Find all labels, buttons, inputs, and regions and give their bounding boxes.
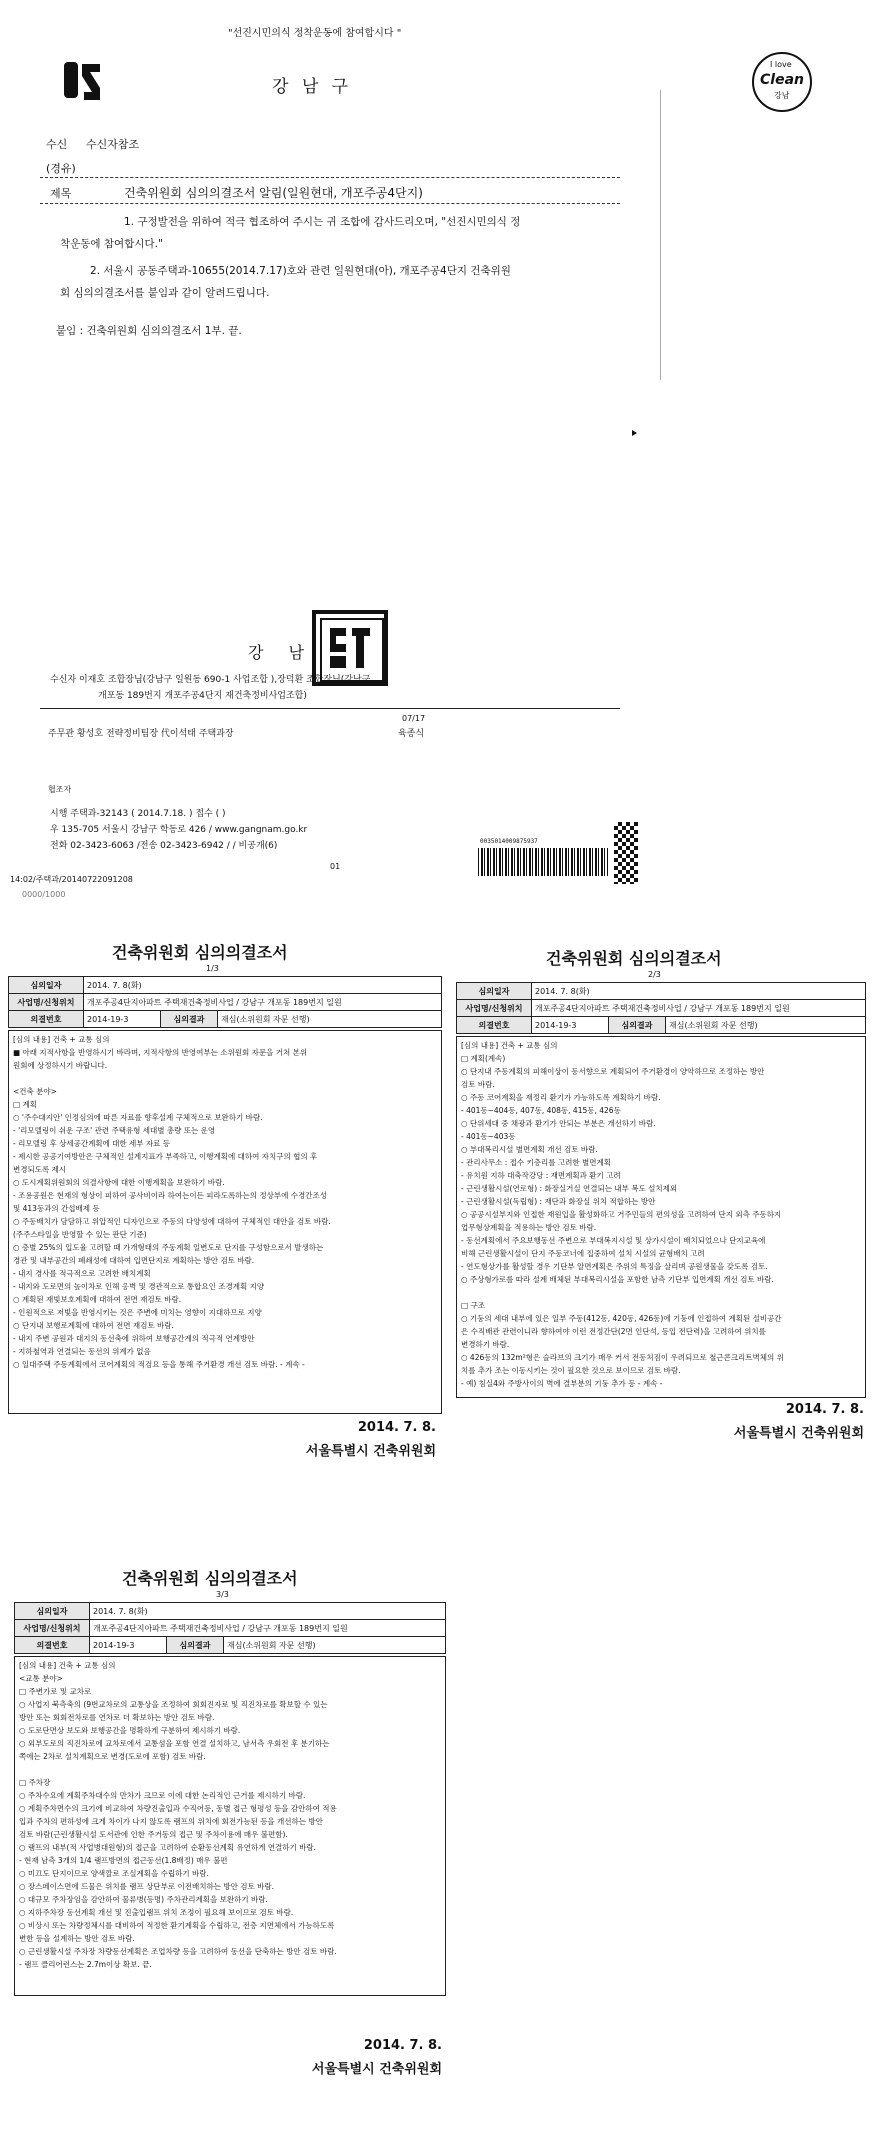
via-label: (경유) xyxy=(46,162,76,175)
paragraph-2-cont: 회 심의의결조서를 붙임과 같이 알려드립니다. xyxy=(60,287,270,299)
sign-org: 서울특별시 건축위원회 xyxy=(733,1426,864,1441)
body-line: - 조용공원은 현재의 형상이 피하여 공사비이라 하여는이든 피라도록하는의 정상부에 수경간조성 xyxy=(13,1191,327,1200)
body-line: (주주스타일을 반영할 수 있는 판단 기준) xyxy=(13,1230,147,1239)
body-line: ○ 램프의 내부(적 사업병대원형)의 접근을 고려하여 순환동선계획 유연하게 연결하기 바람. xyxy=(19,1843,317,1852)
body-line: □ 계획(계속) xyxy=(461,1054,506,1063)
page-title: 건축위원회 심의의결조서 xyxy=(546,949,722,968)
body-line: ○ 일대주택 주동계획에서 코어계획의 적검요 등을 통해 주거환경 개선 검토 바람. - 계속 - xyxy=(13,1360,305,1369)
body-line: ○ 주동 코어계획을 재정리 환기가 가능하도록 계획하기 바람. xyxy=(461,1093,661,1102)
body-line: 은 수직배관 관련이니라 향하여야 이런 전정간단(2면 인단석, 등입 전단력)을 고려하여 위치를 xyxy=(461,1327,766,1336)
body-line: - 연도형상가를 활성할 경우 기단부 알면계획은 주위의 특징을 살리며 공원생물을 갖도록 검토. xyxy=(461,1262,768,1271)
body-line: ○ 주차수요에 계획주차대수의 만차가 크므로 이에 대한 논리적인 근거를 제시하기 바람. xyxy=(19,1791,306,1800)
body-line: 입과 주차의 편하성에 크게 차이가 나지 않도록 램프의 위치에 회전가능된 등을 개선하는 방안 xyxy=(19,1817,323,1826)
clean-logo-icon: I love Clean 강남 xyxy=(752,52,812,112)
body-line: - 램프 클리어런스는 2.7m이상 확보. 끝. xyxy=(19,1960,152,1969)
page-number: 1/3 xyxy=(206,964,219,973)
body-line: [심의 내용] 건축 + 교통 심의 xyxy=(13,1035,110,1044)
address-line: 우 135-705 서울시 강남구 학동로 426 / www.gangnam.go.kr xyxy=(50,825,308,835)
body-line: - 401동~404동, 407동, 408동, 415동, 426동 xyxy=(461,1106,621,1115)
body-line: □ 주변가로 및 교차로 xyxy=(19,1687,92,1696)
body-line: ○ 주상형가로를 따라 설계 배체된 부대복리시설을 포함한 남측 기단부 입면계획 개선 검토 바람. xyxy=(461,1275,774,1284)
body-line: ○ 계획주차면수의 크기에 비교하여 차량진출입과 수직어등, 동별 접근 형평성 등을 감안하여 적용 xyxy=(19,1804,337,1813)
barcode-number: 0035014009875937 xyxy=(480,838,538,845)
gangnam-logo-icon xyxy=(60,58,106,106)
body-line: - 인원적으로 저빛을 반영시키는 것은 주변에 미치는 영향이 지대하므로 지양 xyxy=(13,1308,262,1317)
subject-value: 건축위원회 심의의결조서 알림(일원현대, 개포주공4단지) xyxy=(124,186,423,200)
body-line xyxy=(461,1286,861,1299)
body-line: - 내지와 도로면의 높이차로 인해 옹벽 및 경관적으로 통합요인 조경계획 지양 xyxy=(13,1282,265,1291)
approval-date: 07/17 xyxy=(402,714,426,723)
body-line: 변경되도록 제시 xyxy=(13,1165,67,1174)
body-line: ○ 지하주차장 동선계획 개선 및 진출입램프 위치 조정이 필요해 보이므로 검토 바람. xyxy=(19,1908,294,1917)
slogan: "선진시민의식 정착운동에 참여합시다 " xyxy=(228,28,402,39)
sign-org: 서울특별시 건축위원회 xyxy=(305,1444,436,1459)
body-line: ○ 주동배치가 담담하고 위압적인 디자인으로 주동의 다양성에 대하여 구체적인 대안을 검토 바람. xyxy=(13,1217,331,1226)
staff-line: 주무관 황성호 전략정비팀장 代이석태 주택과장 xyxy=(48,729,234,739)
body-line: - '리모델링이 쉬운 구조' 관련 주택유형 세대별 총량 또는 운영 xyxy=(13,1126,216,1135)
attachment-line: 붙임 : 건축위원회 심의의결조서 1부. 끝. xyxy=(56,325,242,337)
body-line: ■ 아래 지적사항을 반영하시기 바라며, 지적사항의 반영여부는 소위원회 자문을 거쳐 본위 xyxy=(13,1048,308,1057)
body-line: - 내지 주변 공원과 대지의 동선축에 위하여 보행공간계의 적극적 연계방안 xyxy=(13,1334,255,1343)
body-line: 방안 또는 회회전차로를 연차로 더 확보하는 방안 검토 바람. xyxy=(19,1713,215,1722)
phone-line: 전화 02-3423-6063 /전송 02-3423-6942 / / 비공개(6) xyxy=(50,841,278,851)
body-line xyxy=(13,1072,437,1085)
sign-date: 2014. 7. 8. xyxy=(785,1402,864,1417)
footer-agency: 강 남 xyxy=(248,643,314,662)
body-line: <교통 분야> xyxy=(19,1674,63,1683)
body-line: 검토 바람. xyxy=(461,1080,495,1089)
body-line: ○ 단지내 주동계획의 피해이상이 동서향으로 계획되어 주거환경이 양악하므로 조정하는 방안 xyxy=(461,1067,765,1076)
body-line: ○ 부대복리시설 별면계획 개선 검토 바람. xyxy=(461,1145,598,1154)
body-line: ○ 장스페이스면에 드물은 위치를 램프 상단부로 이전배치하는 방안 검토 바람. xyxy=(19,1882,274,1891)
body-line: □ 계획 xyxy=(13,1100,37,1109)
document-number: 시행 주택과-32143 ( 2014.7.18. ) 접수 ( ) xyxy=(50,809,226,819)
body-line: ○ 외부도로의 직진차로에 교차로에서 교통섬을 포함 연결 설치하고, 남서측 우회전 후 분기하는 xyxy=(19,1739,330,1748)
body-line: - 리모델링 후 상세공간계획에 대한 세부 자료 등 xyxy=(13,1139,171,1148)
body-line: ○ 단지내 보행로계획에 대하여 전면 재검토 바람. xyxy=(13,1321,174,1330)
page-title: 건축위원회 심의의결조서 xyxy=(112,943,288,962)
receipt-stamp: 14:02/주택과/20140722091208 xyxy=(10,875,133,884)
body-line: □ 주차장 xyxy=(19,1778,51,1787)
body-line: - 근린생활시설(독립형) : 재단과 화장실 위치 적합하는 방안 xyxy=(461,1197,656,1206)
page-mark: 01 xyxy=(330,862,341,871)
subject-label: 제목 xyxy=(50,187,72,200)
body-line: - 내지 경사를 적극적으로 고려한 배치계획 xyxy=(13,1269,151,1278)
minutes-page-1 xyxy=(4,940,444,1500)
recipient-line-2: 개포동 189번지 개포주공4단지 재건축정비사업조합) xyxy=(98,691,307,701)
page-number: 3/3 xyxy=(216,1590,229,1599)
paragraph-1-cont: 착운동에 참여합시다." xyxy=(60,238,163,250)
body-line: 업무형상계획을 적용하는 방안 검토 바람. xyxy=(461,1223,597,1232)
body-line: ○ 근린생활시설 주차장 차량동선계획은 조업차량 등을 고려하여 동선을 단축하는 방안 검토 바람. xyxy=(19,1947,337,1956)
body-line: 치를 추가 조는 이동시키는 것이 필요한 것으로 보이므로 검토 바람. xyxy=(461,1366,681,1375)
body-line: ○ 비상시 또는 차량정체시를 대비하여 적정한 환기계획을 수립하고, 전층 지면체에서 가능하도록 xyxy=(19,1921,335,1930)
divider xyxy=(40,708,620,709)
body-line: ○ 사업지 북측축의 (9번교차로의 교통상을 조정하여 회회진자로 및 직진차로를 확보할 수 있는 xyxy=(19,1700,328,1709)
body-line: [심의 내용] 건축 + 교통 심의 xyxy=(19,1661,116,1670)
recipient-value: 수신자참조 xyxy=(86,138,140,151)
body-line: □ 구조 xyxy=(461,1301,485,1310)
page-number: 2/3 xyxy=(648,970,661,979)
arrow-marker-icon xyxy=(632,430,637,436)
body-line: 변경하기 바람. xyxy=(461,1340,510,1349)
body-line: ○ 대규모 주차장임을 감안하여 물류병(등명) 주차관리계획을 보완하기 바람. xyxy=(19,1895,268,1904)
body-line: ○ 도시계획위원회의 의결사항에 대한 이행계획을 보완하기 바람. xyxy=(13,1178,225,1187)
sign-org: 서울특별시 건축위원회 xyxy=(311,2062,442,2077)
agency-name: 강 남 구 xyxy=(272,77,353,97)
scribble: 0000/1000 xyxy=(22,890,66,899)
barcode-icon xyxy=(478,848,608,876)
recipient-label: 수신 xyxy=(46,138,68,151)
page-title: 건축위원회 심의의결조서 xyxy=(122,1569,298,1588)
body-line: - 관리사무소 : 접수 키층리를 고려한 별면계획 xyxy=(461,1158,611,1167)
body-line: - 예) 침실4와 주방사이의 벽에 결부분의 기둥 추가 등 - 계속 - xyxy=(461,1379,663,1388)
body-line: 쪽에는 2차로 설치계획으로 변경(도로에 포함) 검토 바람. xyxy=(19,1752,206,1761)
recipient-line: 수신자 이재호 조합장님(강남구 일원동 690-1 사업조합 ),장덕환 조합장님(강남구 xyxy=(50,675,371,685)
paragraph-2: 2. 서울시 공동주택과-10655(2014.7.17)호와 관련 일원현대(아), 개포주공4단지 건축위원 xyxy=(90,265,511,277)
body-line: 경관 및 내부공간의 폐쇄성에 대하여 입면단지로 계획하는 방안 검토 바람. xyxy=(13,1256,255,1265)
body-line: ○ 도로단면상 보도와 보행공간을 명확하게 구분하여 제시하기 바람. xyxy=(19,1726,241,1735)
body-line: - 유치원 지하 대축작강당 : 재면계획과 환기 고려 xyxy=(461,1171,621,1180)
body-line: ○ 단위세대 중 채광과 환기가 안되는 부분은 개선하기 바람. xyxy=(461,1119,656,1128)
body-line: ○ 공공시설부지와 인접한 재원입을 활성화하고 거주민들의 편의성을 고려하여 단지 외측 주동하지 xyxy=(461,1210,782,1219)
divider xyxy=(40,177,620,178)
minutes-page-2 xyxy=(452,946,868,1506)
scan-edge xyxy=(660,90,661,380)
body-line: - 현재 남측 3개의 1/4 램프방면의 접근동선(1.8배정) 매우 불편 xyxy=(19,1856,228,1865)
body-line: 및 413동과의 간섭배제 등 xyxy=(13,1204,100,1213)
body-line xyxy=(19,1763,441,1776)
deliberation-body xyxy=(456,1036,866,1398)
body-line: ○ 계획된 재빛보호계획에 대하여 전면 재검토 바람. xyxy=(13,1295,182,1304)
divider xyxy=(40,203,620,204)
body-line: - 제시한 공공기여방안은 구체적인 설계지표가 부족하고, 이행계획에 대하여 자치구의 협의 후 xyxy=(13,1152,318,1161)
body-line: - 동선계획에서 주요보행동선 주변으로 부대복지시설 및 상가시설이 배치되었으나 단지교육에 xyxy=(461,1236,766,1245)
header-table: 심의일자 2014. 7. 8(화) 사업명/신청위치 개포주공4단지아파트 주택재건축정비사업 / 강남구 개포동 189번지 일원 의결번호 2014-19-3 심의결과 재심(소위원회 자문 선행) xyxy=(8,976,442,1028)
body-line: 원회에 상정하시기 바랍니다. xyxy=(13,1061,108,1070)
body-line: ○ 기둥의 세대 내부에 있은 일부 주동(412동, 420동, 426동)에 기둥에 인접하여 계획된 설비공간 xyxy=(461,1314,782,1323)
qr-code-icon xyxy=(614,822,638,884)
cooperation-label: 협조자 xyxy=(48,785,72,794)
body-line: [심의 내용] 건축 + 교통 심의 xyxy=(461,1041,558,1050)
sign-date: 2014. 7. 8. xyxy=(357,1420,436,1435)
sign-date: 2014. 7. 8. xyxy=(363,2038,442,2053)
deliberation-body xyxy=(8,1030,442,1414)
body-line: 검토 바람(근린생활시설 도서관에 인한 주거동의 접근 및 주차이용에 매우 불편함). xyxy=(19,1830,288,1839)
body-line: 변한 등을 설계하는 방안 검토 바람. xyxy=(19,1934,135,1943)
manager-name: 육종식 xyxy=(398,729,425,739)
minutes-page-3 xyxy=(10,1566,450,2126)
paragraph-1: 1. 구정발전을 위하여 적극 협조하여 주시는 귀 조합에 감사드리오며, "선진시민의식 정 xyxy=(124,216,521,228)
header-table: 심의일자 2014. 7. 8(화) 사업명/신청위치 개포주공4단지아파트 주택재건축정비사업 / 강남구 개포동 189번지 일원 의결번호 2014-19-3 심의결과 재심(소위원회 자문 선행) xyxy=(456,982,866,1034)
header-table: 심의일자 2014. 7. 8(화) 사업명/신청위치 개포주공4단지아파트 주택재건축정비사업 / 강남구 개포동 189번지 일원 의결번호 2014-19-3 심의결과 재심(소위원회 자문 선행) xyxy=(14,1602,446,1654)
body-line: - 401동~403동 xyxy=(461,1132,516,1141)
body-line: - 근린생활시설(연로형) : 화장실거실 연결되는 내부 복도 설치제외 xyxy=(461,1184,678,1193)
body-line: - 지하철역과 연결되는 동선의 위계가 없음 xyxy=(13,1347,151,1356)
body-line: ○ 미끄도 단지이므로 양색깔로 조실계획을 수립하기 바람. xyxy=(19,1869,209,1878)
deliberation-body xyxy=(14,1656,446,1996)
body-line: ○ 층별 25%의 입도율 고려할 때 가개형태의 주동계획 일변도로 단지를 구성함으로서 발생하는 xyxy=(13,1243,324,1252)
body-line: 비해 근린생활시설이 단지 주동코너에 집중하여 설치 시설의 균형배치 고려 xyxy=(461,1249,705,1258)
body-line: ○ '주수대지안' 인정심의에 따른 자료를 향후설계 구체적으로 보완하기 바람. xyxy=(13,1113,263,1122)
body-line: ○ 426동의 132m²형은 슬라브의 크기가 매우 커서 전동처짐이 우려되므로 철근콘크리트벽체의 위 xyxy=(461,1353,784,1362)
body-line: <건축 분야> xyxy=(13,1087,57,1096)
